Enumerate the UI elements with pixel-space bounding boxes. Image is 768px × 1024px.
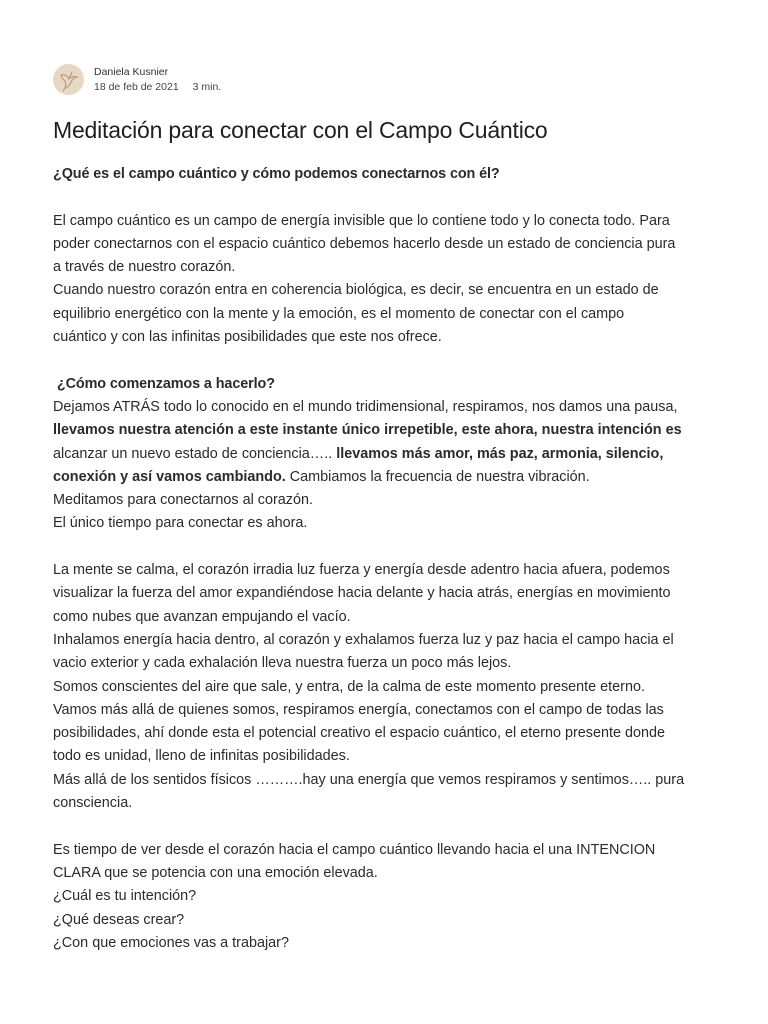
paragraph-line: a través de nuestro corazón. <box>53 259 236 276</box>
post-subtitle: ¿Qué es el campo cuántico y cómo podemos conectarnos con él? <box>53 166 500 182</box>
paragraph-line: vacio exterior y cada exhalación lleva nuestra fuerza un poco más lejos. <box>53 655 512 672</box>
paragraph-line: como nubes que avanzan empujando el vacío. <box>53 608 351 625</box>
paragraph-line: ¿Qué deseas crear? <box>53 911 185 928</box>
paragraph-line: Meditamos para conectarnos al corazón. <box>53 492 313 509</box>
paragraph-line: Más allá de los sentidos físicos ……….hay una energía que vemos respiramos y sentimos….. pura <box>53 771 685 788</box>
paragraph-line <box>53 419 723 442</box>
paragraph-line: Inhalamos energía hacia dentro, al corazón y exhalamos fuerza luz y paz hacia el campo hacia el <box>53 631 674 648</box>
post-meta <box>94 65 221 95</box>
paragraph-line <box>53 443 723 466</box>
author-name[interactable]: Daniela Kusnier <box>94 65 169 78</box>
paragraph-line: Somos conscientes del aire que sale, y entra, de la calma de este momento presente eterno. <box>53 678 645 695</box>
bold-text: llevamos más amor, más paz, armonia, silencio, <box>336 445 664 462</box>
paragraph-line: equilibrio energético con la mente y la emoción, es el momento de conectar con el campo <box>53 305 625 322</box>
paragraph-line: ¿Con que emociones vas a trabajar? <box>53 934 289 951</box>
paragraph-line: CLARA que se potencia con una emoción elevada. <box>53 864 378 881</box>
paragraph-line: El campo cuántico es un campo de energía invisible que lo contiene todo y lo conecta todo. Para <box>53 212 670 229</box>
paragraph-line <box>53 466 723 489</box>
post-title: Meditación para conectar con el Campo Cuántico <box>53 117 548 143</box>
paragraph-line: visualizar la fuerza del amor expandiéndose hacia delante y hacia atrás, energías en movimiento <box>53 585 671 602</box>
post-body <box>53 163 723 955</box>
paragraph-line: El único tiempo para conectar es ahora. <box>53 515 308 532</box>
paragraph-line: poder conectarnos con el espacio cuántico debemos hacerlo desde un estado de conciencia pura <box>53 235 676 252</box>
paragraph-line: Es tiempo de ver desde el corazón hacia el campo cuántico llevando hacia el una INTENCION <box>53 841 656 858</box>
bold-text: conexión y así vamos cambiando. <box>53 468 286 485</box>
paragraph-line: cuántico y con las infinitas posibilidades que este nos ofrece. <box>53 329 442 346</box>
plain-text: Cambiamos la frecuencia de nuestra vibración. <box>285 468 590 485</box>
paragraph-line: ¿Cuál es tu intención? <box>53 888 197 905</box>
author-avatar[interactable] <box>53 64 84 95</box>
hummingbird-icon <box>57 68 81 92</box>
paragraph-line: todo es unidad, lleno de infinitas posibilidades. <box>53 748 350 765</box>
paragraph-line: Dejamos ATRÁS todo lo conocido en el mundo tridimensional, respiramos, nos damos una pausa, <box>53 398 678 415</box>
bold-text: llevamos nuestra atención a este instante único irrepetible, este ahora, nuestra intención es <box>53 422 682 439</box>
plain-text: alcanzar un nuevo estado de conciencia….. <box>53 445 337 462</box>
section-heading: ¿Cómo comenzamos a hacerlo? <box>53 375 275 392</box>
paragraph-line: Vamos más allá de quienes somos, respiramos energía, conectamos con el campo de todas las <box>53 701 664 718</box>
post-date: 18 de feb de 2021 <box>94 80 179 93</box>
paragraph-line: La mente se calma, el corazón irradia luz fuerza y energía desde adentro hacia afuera, podemos <box>53 562 670 579</box>
read-time: 3 min. <box>192 80 222 93</box>
paragraph-line: consciencia. <box>53 795 133 812</box>
paragraph-line: posibilidades, ahí donde esta el potencial creativo el espacio cuántico, el eterno presente donde <box>53 725 666 742</box>
author-block <box>53 64 221 95</box>
paragraph-line: Cuando nuestro corazón entra en coherencia biológica, es decir, se encuentra en un estado de <box>53 282 659 299</box>
